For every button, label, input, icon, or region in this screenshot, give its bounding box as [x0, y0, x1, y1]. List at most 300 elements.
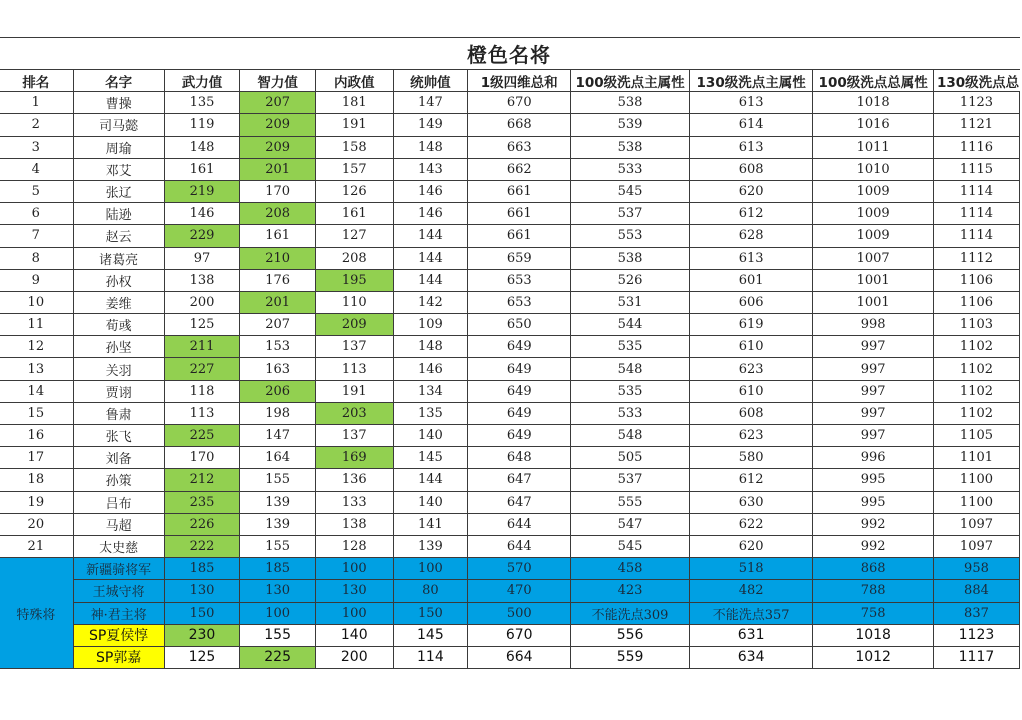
stat-cell[interactable]: 663 — [468, 136, 571, 158]
rank-cell[interactable]: 10 — [0, 291, 73, 313]
stat-cell[interactable]: 1007 — [813, 247, 934, 269]
stat-cell[interactable]: 219 — [164, 180, 240, 202]
stat-cell[interactable]: 176 — [240, 269, 316, 291]
stat-cell[interactable]: 884 — [933, 580, 1019, 602]
stat-cell[interactable]: 212 — [164, 469, 240, 491]
stat-cell[interactable]: 544 — [571, 314, 690, 336]
stat-cell[interactable]: 997 — [813, 425, 934, 447]
stat-cell[interactable]: 163 — [240, 358, 316, 380]
stat-cell[interactable]: 191 — [315, 380, 393, 402]
stat-cell[interactable]: 230 — [164, 624, 240, 646]
name-cell[interactable]: 周瑜 — [73, 136, 164, 158]
stat-cell[interactable]: 537 — [571, 203, 690, 225]
stat-cell[interactable]: 139 — [393, 535, 468, 557]
stat-cell[interactable]: 114 — [393, 646, 468, 668]
stat-cell[interactable]: 1114 — [933, 203, 1019, 225]
column-header[interactable]: 武力值 — [164, 70, 240, 92]
stat-cell[interactable]: 1009 — [813, 180, 934, 202]
table-row — [0, 269, 1020, 291]
stat-cell[interactable]: 992 — [813, 513, 934, 535]
table-row — [0, 114, 1020, 136]
stat-cell[interactable]: 208 — [240, 203, 316, 225]
name-cell[interactable]: 张飞 — [73, 425, 164, 447]
stat-cell[interactable]: 538 — [571, 247, 690, 269]
stat-cell[interactable]: 170 — [164, 447, 240, 469]
stat-cell[interactable]: 622 — [689, 513, 812, 535]
stat-cell[interactable]: 227 — [164, 358, 240, 380]
column-header[interactable]: 排名 — [0, 70, 73, 92]
stat-cell[interactable]: 1115 — [933, 158, 1019, 180]
stat-cell[interactable]: 150 — [164, 602, 240, 624]
stat-cell[interactable]: 140 — [393, 425, 468, 447]
stat-cell[interactable]: 144 — [393, 469, 468, 491]
stat-cell[interactable]: 423 — [571, 580, 690, 602]
name-cell[interactable]: 王城守将 — [73, 580, 164, 602]
stat-cell[interactable]: 620 — [689, 180, 812, 202]
stat-cell[interactable]: 138 — [315, 513, 393, 535]
stat-cell[interactable]: 1101 — [933, 447, 1019, 469]
stat-cell[interactable]: 113 — [315, 358, 393, 380]
stat-cell[interactable]: 146 — [393, 358, 468, 380]
stat-cell[interactable]: 155 — [240, 469, 316, 491]
stat-cell[interactable]: 100 — [240, 602, 316, 624]
stat-cell[interactable]: 556 — [571, 624, 690, 646]
stat-cell[interactable]: 500 — [468, 602, 571, 624]
stat-cell[interactable]: 997 — [813, 358, 934, 380]
stat-cell[interactable]: 997 — [813, 402, 934, 424]
name-cell[interactable]: 孙坚 — [73, 336, 164, 358]
stat-cell[interactable]: 191 — [315, 114, 393, 136]
stat-cell[interactable]: 155 — [240, 535, 316, 557]
stat-cell[interactable]: 998 — [813, 314, 934, 336]
stat-cell[interactable]: 161 — [315, 203, 393, 225]
stat-cell[interactable]: 997 — [813, 336, 934, 358]
stat-cell[interactable]: 225 — [240, 646, 316, 668]
stat-cell[interactable]: 80 — [393, 580, 468, 602]
stat-cell[interactable]: 531 — [571, 291, 690, 313]
stat-cell[interactable]: 161 — [164, 158, 240, 180]
stat-cell[interactable]: 137 — [315, 425, 393, 447]
stat-cell[interactable]: 1123 — [933, 624, 1019, 646]
stat-cell[interactable]: 958 — [933, 558, 1019, 580]
stat-cell[interactable]: 137 — [315, 336, 393, 358]
stat-cell[interactable]: 547 — [571, 513, 690, 535]
stat-cell[interactable]: 470 — [468, 580, 571, 602]
stat-cell[interactable]: 138 — [164, 269, 240, 291]
stat-cell[interactable]: 1016 — [813, 114, 934, 136]
name-cell[interactable]: 张辽 — [73, 180, 164, 202]
stat-cell[interactable]: 649 — [468, 336, 571, 358]
stat-cell[interactable]: 648 — [468, 447, 571, 469]
rank-cell[interactable]: 19 — [0, 491, 73, 513]
column-header[interactable]: 130级洗点主属性 — [689, 70, 812, 92]
stat-cell[interactable]: 526 — [571, 269, 690, 291]
rank-cell[interactable]: 1 — [0, 92, 73, 114]
stat-cell[interactable]: 147 — [240, 425, 316, 447]
stat-cell[interactable]: 1001 — [813, 291, 934, 313]
stat-cell[interactable]: 134 — [393, 380, 468, 402]
stat-cell[interactable]: 548 — [571, 425, 690, 447]
stat-cell[interactable]: 1121 — [933, 114, 1019, 136]
stat-cell[interactable]: 235 — [164, 491, 240, 513]
stat-cell[interactable]: 201 — [240, 158, 316, 180]
stat-cell[interactable]: 1105 — [933, 425, 1019, 447]
stat-cell[interactable]: 147 — [393, 92, 468, 114]
name-cell[interactable]: 新疆骑将军 — [73, 558, 164, 580]
stat-cell[interactable]: 100 — [315, 602, 393, 624]
stat-cell[interactable]: 100 — [315, 558, 393, 580]
stat-cell[interactable]: 539 — [571, 114, 690, 136]
stat-cell[interactable]: 606 — [689, 291, 812, 313]
name-cell[interactable]: 荀彧 — [73, 314, 164, 336]
stat-cell[interactable]: 1102 — [933, 380, 1019, 402]
stat-cell[interactable]: 1123 — [933, 92, 1019, 114]
stat-cell[interactable]: 198 — [240, 402, 316, 424]
stat-cell[interactable]: 837 — [933, 602, 1019, 624]
stat-cell[interactable]: 200 — [315, 646, 393, 668]
name-cell[interactable]: 赵云 — [73, 225, 164, 247]
stat-cell[interactable]: 505 — [571, 447, 690, 469]
stat-cell[interactable]: 570 — [468, 558, 571, 580]
stat-cell[interactable]: 130 — [315, 580, 393, 602]
stat-cell[interactable]: 135 — [393, 402, 468, 424]
rank-cell[interactable]: 17 — [0, 447, 73, 469]
stat-cell[interactable]: 149 — [393, 114, 468, 136]
stat-cell[interactable]: 661 — [468, 180, 571, 202]
rank-cell[interactable]: 5 — [0, 180, 73, 202]
stat-cell[interactable]: 1116 — [933, 136, 1019, 158]
stat-cell[interactable]: 1100 — [933, 469, 1019, 491]
stat-cell[interactable]: 158 — [315, 136, 393, 158]
stat-cell[interactable]: 628 — [689, 225, 812, 247]
stat-cell[interactable]: 164 — [240, 447, 316, 469]
stat-cell[interactable]: 125 — [164, 314, 240, 336]
stat-cell[interactable]: 613 — [689, 136, 812, 158]
stat-cell[interactable]: 130 — [164, 580, 240, 602]
name-cell[interactable]: 鲁肃 — [73, 402, 164, 424]
stat-cell[interactable]: 613 — [689, 92, 812, 114]
stat-cell[interactable]: 580 — [689, 447, 812, 469]
special-row — [0, 558, 1020, 580]
stat-cell[interactable]: 1097 — [933, 535, 1019, 557]
rank-cell[interactable]: 21 — [0, 535, 73, 557]
stat-cell[interactable]: 995 — [813, 469, 934, 491]
stat-cell[interactable]: 650 — [468, 314, 571, 336]
stat-cell[interactable]: 127 — [315, 225, 393, 247]
table-row — [0, 180, 1020, 202]
stat-cell[interactable]: 1106 — [933, 291, 1019, 313]
stat-cell[interactable]: 623 — [689, 425, 812, 447]
stat-cell[interactable]: 661 — [468, 203, 571, 225]
stat-cell[interactable]: 128 — [315, 535, 393, 557]
stat-cell[interactable]: 608 — [689, 158, 812, 180]
name-cell[interactable]: 马超 — [73, 513, 164, 535]
name-cell[interactable]: 刘备 — [73, 447, 164, 469]
name-cell[interactable]: 孙策 — [73, 469, 164, 491]
name-cell[interactable]: 孙权 — [73, 269, 164, 291]
stat-cell[interactable]: 195 — [315, 269, 393, 291]
stat-cell[interactable]: 608 — [689, 402, 812, 424]
stat-cell[interactable]: 992 — [813, 535, 934, 557]
rank-cell[interactable]: 12 — [0, 336, 73, 358]
stat-cell[interactable]: 150 — [393, 602, 468, 624]
stat-cell[interactable]: 144 — [393, 247, 468, 269]
stat-cell[interactable]: 788 — [813, 580, 934, 602]
stat-cell[interactable]: 538 — [571, 136, 690, 158]
stat-cell[interactable]: 118 — [164, 380, 240, 402]
stat-cell[interactable]: 644 — [468, 513, 571, 535]
stat-cell[interactable]: 612 — [689, 203, 812, 225]
rank-cell[interactable]: 11 — [0, 314, 73, 336]
stat-cell[interactable]: 1117 — [933, 646, 1019, 668]
stat-cell[interactable]: 145 — [393, 447, 468, 469]
stat-cell[interactable]: 1009 — [813, 225, 934, 247]
stat-cell[interactable]: 1001 — [813, 269, 934, 291]
stat-cell[interactable]: 610 — [689, 380, 812, 402]
stat-cell[interactable]: 207 — [240, 314, 316, 336]
stat-cell[interactable]: 不能洗点357 — [689, 602, 812, 624]
stat-cell[interactable]: 169 — [315, 447, 393, 469]
stat-cell[interactable]: 533 — [571, 402, 690, 424]
stat-cell[interactable]: 201 — [240, 291, 316, 313]
column-header[interactable]: 智力值 — [240, 70, 316, 92]
stat-cell[interactable]: 206 — [240, 380, 316, 402]
column-header[interactable]: 1级四维总和 — [468, 70, 571, 92]
stat-cell[interactable]: 559 — [571, 646, 690, 668]
stat-cell[interactable]: 659 — [468, 247, 571, 269]
stat-cell[interactable]: 100 — [393, 558, 468, 580]
name-cell[interactable]: 神·君主将 — [73, 602, 164, 624]
stat-cell[interactable]: 1010 — [813, 158, 934, 180]
stat-cell[interactable]: 185 — [240, 558, 316, 580]
stat-cell[interactable]: 647 — [468, 491, 571, 513]
name-cell[interactable]: 吕布 — [73, 491, 164, 513]
stat-cell[interactable]: 148 — [164, 136, 240, 158]
name-cell[interactable]: SP郭嘉 — [73, 646, 164, 668]
stat-cell[interactable]: 146 — [164, 203, 240, 225]
stat-cell[interactable]: 613 — [689, 247, 812, 269]
stat-cell[interactable]: 612 — [689, 469, 812, 491]
name-cell[interactable]: SP夏侯惇 — [73, 624, 164, 646]
name-cell[interactable]: 诸葛亮 — [73, 247, 164, 269]
stat-cell[interactable]: 545 — [571, 180, 690, 202]
stat-cell[interactable]: 1112 — [933, 247, 1019, 269]
stat-cell[interactable]: 207 — [240, 92, 316, 114]
stat-cell[interactable]: 649 — [468, 425, 571, 447]
stat-cell[interactable]: 458 — [571, 558, 690, 580]
table-row — [0, 247, 1020, 269]
special-row — [0, 580, 1020, 602]
stat-cell[interactable]: 996 — [813, 447, 934, 469]
rank-cell[interactable]: 4 — [0, 158, 73, 180]
stat-cell[interactable]: 148 — [393, 136, 468, 158]
stat-cell[interactable]: 1018 — [813, 624, 934, 646]
stat-cell[interactable]: 144 — [393, 269, 468, 291]
table-row — [0, 491, 1020, 513]
column-header[interactable]: 100级洗点总属性 — [813, 70, 934, 92]
rank-cell[interactable]: 7 — [0, 225, 73, 247]
rank-cell[interactable]: 3 — [0, 136, 73, 158]
stat-cell[interactable]: 210 — [240, 247, 316, 269]
stat-cell[interactable]: 482 — [689, 580, 812, 602]
stat-cell[interactable]: 649 — [468, 380, 571, 402]
stat-cell[interactable]: 533 — [571, 158, 690, 180]
stat-cell[interactable]: 545 — [571, 535, 690, 557]
stat-cell[interactable]: 623 — [689, 358, 812, 380]
stat-cell[interactable]: 200 — [164, 291, 240, 313]
stat-cell[interactable]: 630 — [689, 491, 812, 513]
stat-cell[interactable]: 997 — [813, 380, 934, 402]
stat-cell[interactable]: 619 — [689, 314, 812, 336]
stat-cell[interactable]: 133 — [315, 491, 393, 513]
name-cell[interactable]: 贾诩 — [73, 380, 164, 402]
stat-cell[interactable]: 141 — [393, 513, 468, 535]
stat-cell[interactable]: 140 — [315, 624, 393, 646]
stat-cell[interactable]: 226 — [164, 513, 240, 535]
stat-cell[interactable]: 97 — [164, 247, 240, 269]
stat-cell[interactable]: 1102 — [933, 402, 1019, 424]
stat-cell[interactable]: 538 — [571, 92, 690, 114]
stat-cell[interactable]: 139 — [240, 491, 316, 513]
stat-cell[interactable]: 555 — [571, 491, 690, 513]
name-cell[interactable]: 邓艾 — [73, 158, 164, 180]
stat-cell[interactable]: 664 — [468, 646, 571, 668]
rank-cell[interactable]: 16 — [0, 425, 73, 447]
stat-cell[interactable]: 222 — [164, 535, 240, 557]
column-header[interactable]: 100级洗点主属性 — [571, 70, 690, 92]
stat-cell[interactable]: 1106 — [933, 269, 1019, 291]
stat-cell[interactable]: 229 — [164, 225, 240, 247]
stat-cell[interactable]: 537 — [571, 469, 690, 491]
stat-cell[interactable]: 208 — [315, 247, 393, 269]
rank-cell[interactable]: 20 — [0, 513, 73, 535]
stat-cell[interactable]: 148 — [393, 336, 468, 358]
name-cell[interactable]: 陆逊 — [73, 203, 164, 225]
stat-cell[interactable]: 209 — [240, 114, 316, 136]
stat-cell[interactable]: 135 — [164, 92, 240, 114]
stat-cell[interactable]: 610 — [689, 336, 812, 358]
rank-cell[interactable]: 13 — [0, 358, 73, 380]
stat-cell[interactable]: 1114 — [933, 180, 1019, 202]
name-cell[interactable]: 姜维 — [73, 291, 164, 313]
stat-cell[interactable]: 153 — [240, 336, 316, 358]
column-header[interactable]: 名字 — [73, 70, 164, 92]
stat-cell[interactable]: 668 — [468, 114, 571, 136]
stat-cell[interactable]: 661 — [468, 225, 571, 247]
rank-cell[interactable]: 8 — [0, 247, 73, 269]
stat-cell[interactable]: 1102 — [933, 358, 1019, 380]
stat-cell[interactable]: 644 — [468, 535, 571, 557]
stat-cell[interactable]: 209 — [315, 314, 393, 336]
stat-cell[interactable]: 161 — [240, 225, 316, 247]
stat-cell[interactable]: 113 — [164, 402, 240, 424]
stat-cell[interactable]: 653 — [468, 291, 571, 313]
stat-cell[interactable]: 518 — [689, 558, 812, 580]
stat-cell[interactable]: 136 — [315, 469, 393, 491]
stat-cell[interactable]: 647 — [468, 469, 571, 491]
name-cell[interactable]: 关羽 — [73, 358, 164, 380]
stat-cell[interactable]: 110 — [315, 291, 393, 313]
stat-cell[interactable]: 144 — [393, 225, 468, 247]
rank-cell[interactable]: 9 — [0, 269, 73, 291]
stat-cell[interactable]: 1011 — [813, 136, 934, 158]
stat-cell[interactable]: 535 — [571, 380, 690, 402]
stat-cell[interactable]: 601 — [689, 269, 812, 291]
stat-cell[interactable]: 170 — [240, 180, 316, 202]
stat-cell[interactable]: 553 — [571, 225, 690, 247]
stat-cell[interactable]: 758 — [813, 602, 934, 624]
stat-cell[interactable]: 155 — [240, 624, 316, 646]
stat-cell[interactable]: 不能洗点309 — [571, 602, 690, 624]
stat-cell[interactable]: 548 — [571, 358, 690, 380]
stat-cell[interactable]: 1009 — [813, 203, 934, 225]
stat-cell[interactable]: 140 — [393, 491, 468, 513]
stat-cell[interactable]: 130 — [240, 580, 316, 602]
stat-cell[interactable]: 1103 — [933, 314, 1019, 336]
stat-cell[interactable]: 1018 — [813, 92, 934, 114]
name-cell[interactable]: 司马懿 — [73, 114, 164, 136]
stat-cell[interactable]: 631 — [689, 624, 812, 646]
stat-cell[interactable]: 535 — [571, 336, 690, 358]
stat-cell[interactable]: 995 — [813, 491, 934, 513]
stat-cell[interactable]: 145 — [393, 624, 468, 646]
stat-cell[interactable]: 142 — [393, 291, 468, 313]
stat-cell[interactable]: 634 — [689, 646, 812, 668]
stat-cell[interactable]: 868 — [813, 558, 934, 580]
stat-cell[interactable]: 139 — [240, 513, 316, 535]
stat-cell[interactable]: 225 — [164, 425, 240, 447]
name-cell[interactable]: 太史慈 — [73, 535, 164, 557]
rank-cell[interactable]: 14 — [0, 380, 73, 402]
stat-cell[interactable]: 670 — [468, 92, 571, 114]
rank-cell[interactable]: 18 — [0, 469, 73, 491]
stat-cell[interactable]: 143 — [393, 158, 468, 180]
stat-cell[interactable]: 181 — [315, 92, 393, 114]
stat-cell[interactable]: 662 — [468, 158, 571, 180]
stat-cell[interactable]: 185 — [164, 558, 240, 580]
stat-cell[interactable]: 157 — [315, 158, 393, 180]
stat-cell[interactable]: 203 — [315, 402, 393, 424]
stat-cell[interactable]: 209 — [240, 136, 316, 158]
stat-cell[interactable]: 614 — [689, 114, 812, 136]
stat-cell[interactable]: 649 — [468, 402, 571, 424]
name-cell[interactable]: 曹操 — [73, 92, 164, 114]
stat-cell[interactable]: 125 — [164, 646, 240, 668]
stat-cell[interactable]: 670 — [468, 624, 571, 646]
stat-cell[interactable]: 109 — [393, 314, 468, 336]
stat-cell[interactable]: 211 — [164, 336, 240, 358]
rank-cell[interactable]: 2 — [0, 114, 73, 136]
column-header[interactable]: 130级洗点总 — [933, 70, 1019, 92]
stat-cell[interactable]: 1100 — [933, 491, 1019, 513]
special-row — [0, 624, 1020, 646]
stat-cell[interactable]: 1012 — [813, 646, 934, 668]
rank-cell[interactable]: 6 — [0, 203, 73, 225]
stat-cell[interactable]: 126 — [315, 180, 393, 202]
rank-cell[interactable]: 15 — [0, 402, 73, 424]
column-header[interactable]: 统帅值 — [393, 70, 468, 92]
stat-cell[interactable]: 119 — [164, 114, 240, 136]
stat-cell[interactable]: 649 — [468, 358, 571, 380]
stat-cell[interactable]: 146 — [393, 203, 468, 225]
stat-cell[interactable]: 620 — [689, 535, 812, 557]
stat-cell[interactable]: 146 — [393, 180, 468, 202]
stat-cell[interactable]: 653 — [468, 269, 571, 291]
stat-cell[interactable]: 1097 — [933, 513, 1019, 535]
stat-cell[interactable]: 1102 — [933, 336, 1019, 358]
column-header[interactable]: 内政值 — [315, 70, 393, 92]
stat-cell[interactable]: 1114 — [933, 225, 1019, 247]
